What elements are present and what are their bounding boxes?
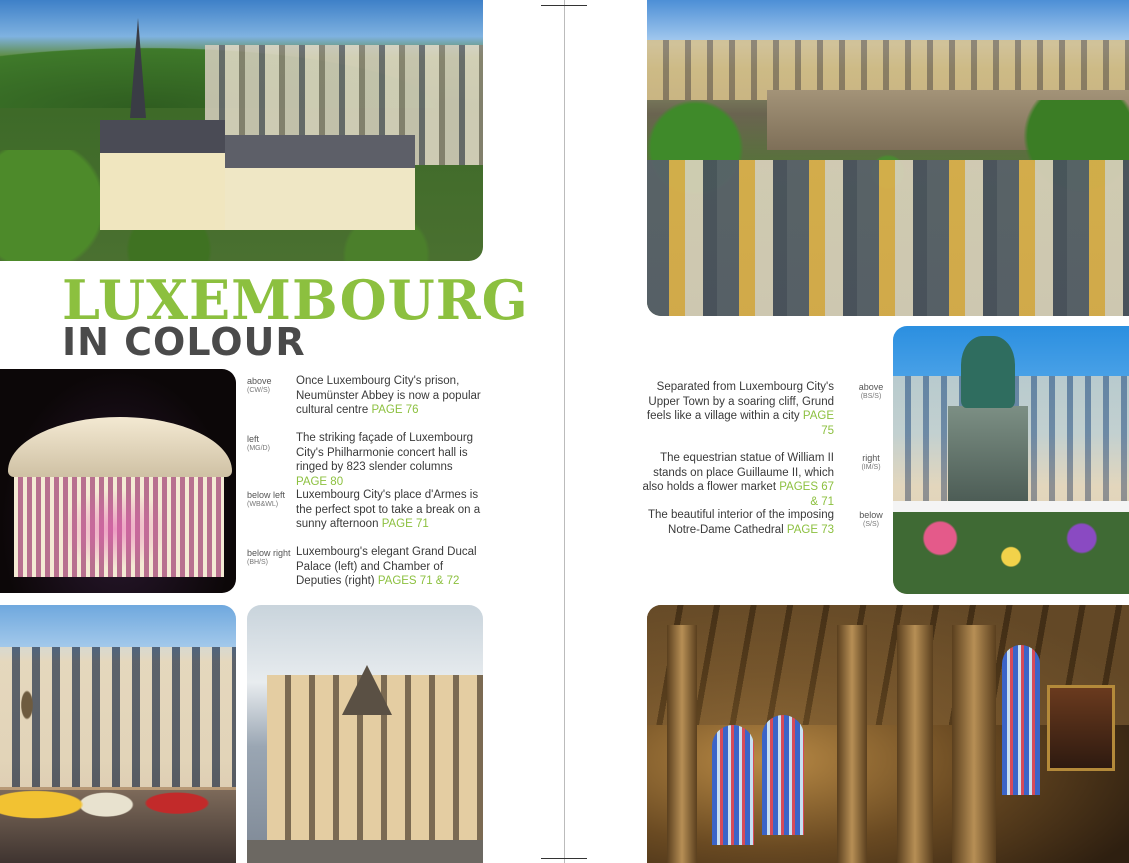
- photo-neumunster-abbey: [0, 0, 483, 261]
- page-subtitle: IN COLOUR: [62, 320, 306, 364]
- page-reference: PAGE 73: [786, 523, 834, 536]
- caption-credit: (WB&WL): [247, 501, 279, 508]
- photo-william-ii-statue: [893, 326, 1129, 594]
- caption-location: left (MG/D): [247, 434, 270, 452]
- caption-credit: (BS/S): [860, 393, 882, 400]
- page-gutter: [564, 0, 565, 863]
- caption-text: The striking façade of Luxembourg City's Philharmonie concert hall is ringed by 823 slender columns PAGE 80: [296, 432, 474, 488]
- caption-location: above (CW/S): [247, 376, 272, 394]
- caption-location: below right (BH/S): [247, 548, 291, 566]
- caption-credit: (MG/D): [247, 445, 270, 452]
- caption-credit: (BH/S): [247, 559, 268, 566]
- page-reference: PAGES 67 & 71: [779, 481, 834, 508]
- caption-credit: (IM/S): [861, 464, 881, 471]
- caption-text: The beautiful interior of the imposing Notre-Dame Cathedral PAGE 73: [647, 509, 834, 536]
- page-reference: PAGE 76: [371, 404, 419, 416]
- caption-location: right (IM/S): [850, 453, 892, 473]
- page-reference: PAGES 71 & 72: [377, 575, 460, 587]
- caption-text: Separated from Luxembourg City's Upper Town by a soaring cliff, Grund feels like a village within a city PAGE 75: [646, 381, 834, 437]
- caption-text: Luxembourg's elegant Grand Ducal Palace (left) and Chamber of Deputies (right) PAGES 71 & 72: [296, 546, 477, 587]
- crop-mark-top: [541, 5, 587, 6]
- caption-location: below left (WB&WL): [247, 490, 286, 508]
- page-reference: PAGE 80: [296, 475, 344, 488]
- caption-text: Luxembourg City's place d'Armes is the perfect spot to take a break on a sunny afternoon PAGE 71: [296, 489, 481, 530]
- photo-place-darmes: [0, 605, 236, 863]
- caption-location: below (S/S): [850, 510, 892, 530]
- page-reference: PAGE 75: [802, 410, 834, 437]
- page-title: LUXEMBOURG: [62, 268, 529, 332]
- photo-grund: [647, 0, 1129, 316]
- photo-philharmonie: [0, 369, 236, 593]
- photo-grand-ducal-palace: [247, 605, 483, 863]
- caption-text: The equestrian statue of William II stands on place Guillaume II, which also holds a flower market PAGES 67 & 71: [642, 452, 834, 508]
- crop-mark-bottom: [541, 858, 587, 859]
- caption-credit: (S/S): [863, 521, 879, 528]
- caption-text: Once Luxembourg City's prison, Neumünster Abbey is now a popular cultural centre PAGE 76: [296, 375, 481, 416]
- caption-credit: (CW/S): [247, 387, 270, 394]
- page-reference: PAGE 71: [381, 518, 429, 530]
- caption-location: above (BS/S): [850, 382, 892, 402]
- photo-notre-dame-cathedral: [647, 605, 1129, 863]
